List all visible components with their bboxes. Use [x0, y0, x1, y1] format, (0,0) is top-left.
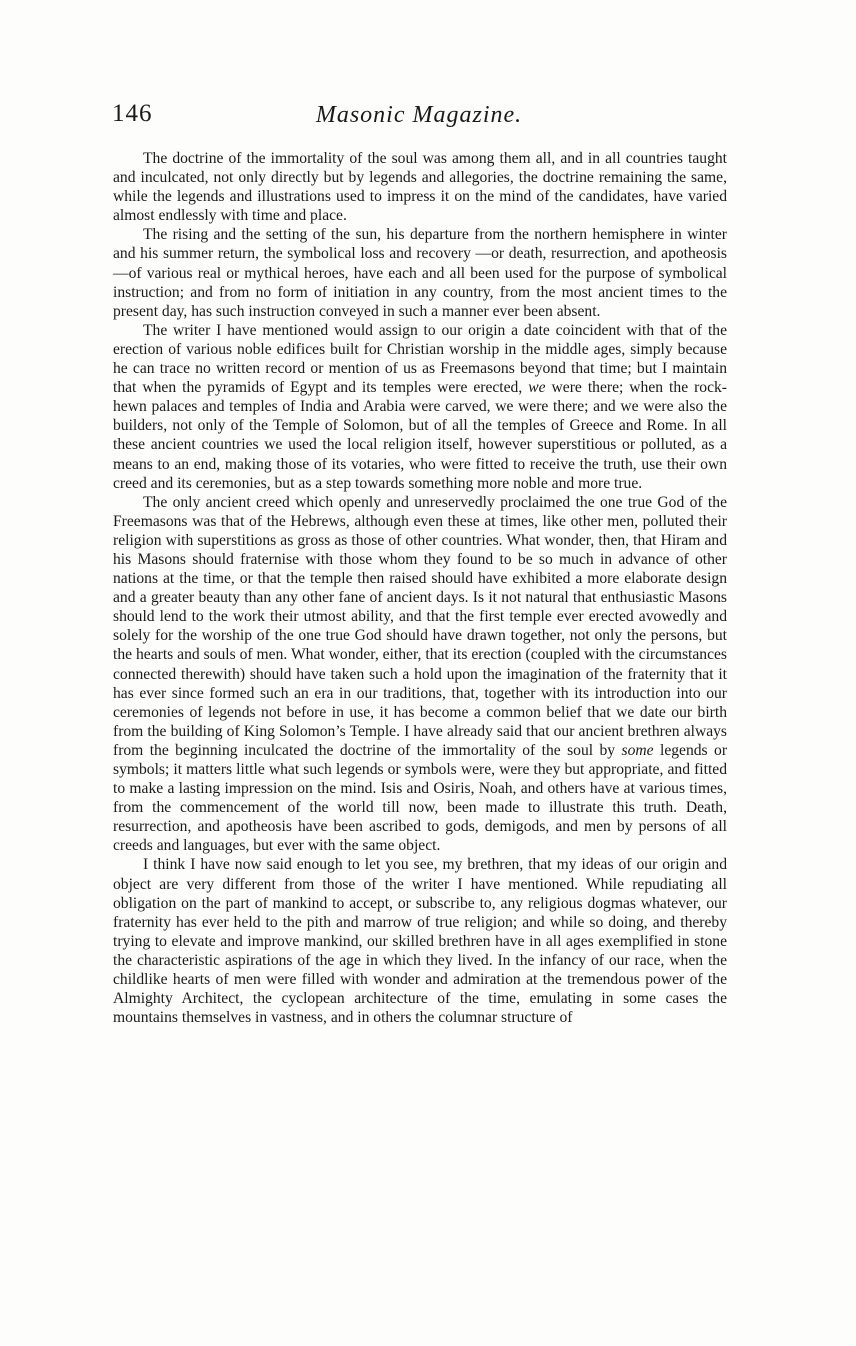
text-run: were there; when the rock-hewn palaces and temples of India and Arabia were carved, we were there; and we were also the builders, not only of the Temple of Solomon, but of all the temples of Greece and Rome. In all these ancient countries we used the local religion itself, however superstitious or polluted, as a means to an end, making those of its votaries, who were fitted to receive the truth, use their own creed and its ceremonies, but as a step towards something more noble and more true. [113, 379, 727, 492]
text-run: legends or symbols; it matters little what such legends or symbols were, were they but appropriate, and fitted to make a lasting impression on the mind. Isis and Osiris, Noah, and others have at various times, from the commencement of the world till now, been made to illustrate this truth. Death, resurrection, and apotheosis have been ascribed to gods, demigods, and men by persons of all creeds and languages, but ever with the same object. [113, 741, 728, 855]
text-run: The doctrine of the immortality of the soul was among them all, and in all countries taught and inculcated, not only directly but by legends and allegories, the doctrine remaining the same, while the legends and illustrations used to impress it on the mind of the candidates, have varied almost endlessly with time and place. [113, 150, 727, 225]
text-run: I think I have now said enough to let you see, my brethren, that my ideas of our origin and object are very different from those of the writer I have mentioned. While repudiating all obligation on the part of mankind to accept, or subscribe to, any religious dogmas whatever, our fraternity has ever held to the pith and marrow of true religion; and while so doing, and thereby trying to elevate and improve mankind, our skilled brethren have in all ages exemplified in stone the characteristic aspirations of the age in which they lived. In the infancy of our race, when the childlike hearts of men were filled with wonder and admiration at the tremendous power of the Almighty Architect, the cyclopean architecture of the time, emulating in some cases the mountains themselves in vastness, and in others the columnar structure of [113, 856, 727, 1027]
paragraph [113, 855, 727, 1027]
text-run: The writer I have mentioned would assign to our origin a date coincident with that of the erection of various noble edifices built for Christian worship in the middle ages, simply because he can trace no written record or mention of us as Freemasons beyond that time; but I maintain that when the pyramids of Egypt and its temples were erected, [113, 321, 727, 397]
paragraph [113, 225, 727, 320]
running-title: Masonic Magazine. [315, 102, 523, 128]
paragraph [113, 149, 727, 225]
page-header [112, 100, 726, 134]
text-run: The only ancient creed which openly and unreservedly proclaimed the one true God of the Freemasons was that of the Hebrews, although even these at times, like other men, polluted their religion with superstitions as gross as those of other countries. What wonder, then, that Hiram and his Masons should fraternise with those whom they found to be so much in advance of other nations at the time, or that the temple then raised should have exhibited a more elaborate design and a greater beauty than any other fane of ancient days. Is it not natural that enthusiastic Masons should lend to the work their utmost ability, and that the first temple ever erected avowedly and solely for the worship of the one true God should have drawn together, not only the persons, but the hearts and souls of men. What wonder, either, that its erection (coupled with the circumstances connected therewith) should have taken such a hold upon the imagination of the fraternity that it has ever since formed such an era in our traditions, that, together with its introduction into our ceremonies of legends not before in use, it has become a common belief that we date our birth from the building of King Solomon’s Temple. I have already said that our ancient brethren always from the beginning inculcated the doctrine of the immortality of the soul by [113, 493, 727, 759]
paragraph [113, 321, 727, 493]
emphasized-text: we [528, 379, 546, 397]
text-run: The rising and the setting of the sun, his departure from the northern hemisphere in winter and his summer return, the symbolical loss and recovery —or death, resurrection, and apotheosis—of various real or mythical heroes, have each and all been used for the purpose of symbolical instruction; and from no form of initiation in any country, from the most ancient times to the present day, has such instruction conveyed in such a manner ever been absent. [113, 226, 727, 320]
body-text [113, 149, 727, 1027]
paragraph [113, 493, 727, 856]
page-number: 146 [112, 100, 153, 127]
emphasized-text: some [621, 741, 654, 759]
